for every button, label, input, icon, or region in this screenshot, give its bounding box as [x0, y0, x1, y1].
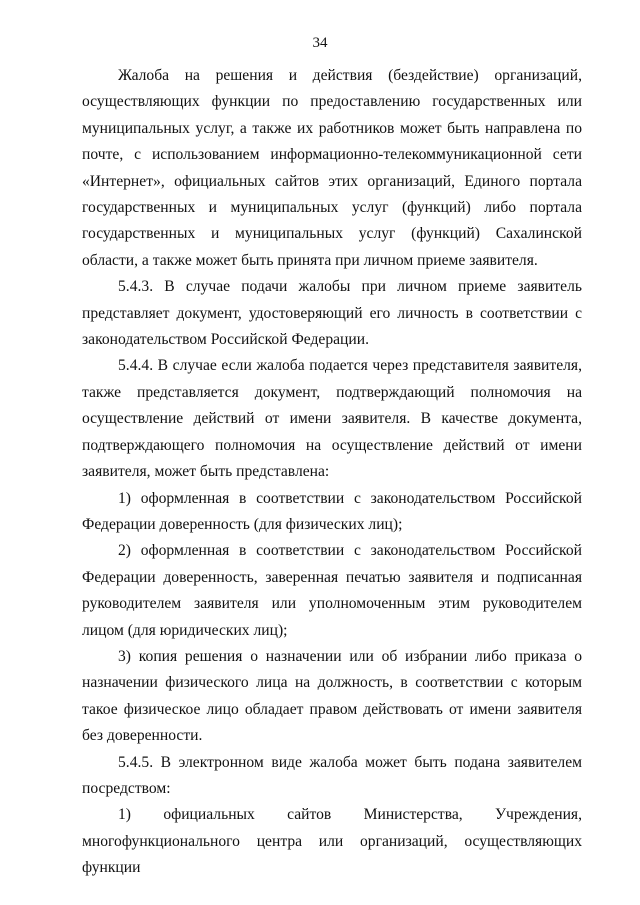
- document-body: [82, 63, 582, 882]
- paragraph-complaint-channels: Жалоба на решения и действия (бездействие) организаций, осуществляющих функции по предоставлению государственных или муниципальных услуг, а также их работников может быть направлена по почте, с использованием информационно-телекоммуникационной сети «Интернет», официальных сайтов этих организаций, Единого портала государственных и муниципальных услуг (функций) либо портала государственных и муниципальных услуг (функций) Сахалинской области, а также может быть принята при личном приеме заявителя.: [82, 67, 582, 269]
- paragraph-5-4-4: 5.4.4. В случае если жалоба подается через представителя заявителя, также представляется документ, подтверждающий полномочия на осуществление действий от имени заявителя. В качестве документа, подтверждающего полномочия на осуществление действий от имени заявителя, может быть представлена:: [82, 357, 582, 481]
- list-item-1-individuals: 1) оформленная в соответствии с законодательством Российской Федерации доверенность (для физических лиц);: [82, 489, 582, 533]
- list-item-2-legal-entities: 2) оформленная в соответствии с законодательством Российской Федерации доверенность, заверенная печатью заявителя и подписанная руководителем заявителя или уполномоченным этим руководителем лицом (для юридических лиц);: [82, 542, 582, 639]
- list-item-3-appointment-copy: 3) копия решения о назначении или об избрании либо приказа о назначении физического лица на должность, в соответствии с которым такое физическое лицо обладает правом действовать от имени заявителя без доверенности.: [82, 647, 582, 745]
- paragraph-5-4-5: 5.4.5. В электронном виде жалоба может быть подана заявителем посредством:: [82, 753, 582, 797]
- paragraph-5-4-3: 5.4.3. В случае подачи жалобы при личном приеме заявитель представляет документ, удостоверяющий его личность в соответствии с законодательством Российской Федерации.: [82, 278, 582, 349]
- page-number: 34: [312, 35, 328, 51]
- list-item-1-official-sites: 1) официальных сайтов Министерства, Учреждения, многофункционального центра или организаций, осуществляющих функции: [82, 806, 582, 877]
